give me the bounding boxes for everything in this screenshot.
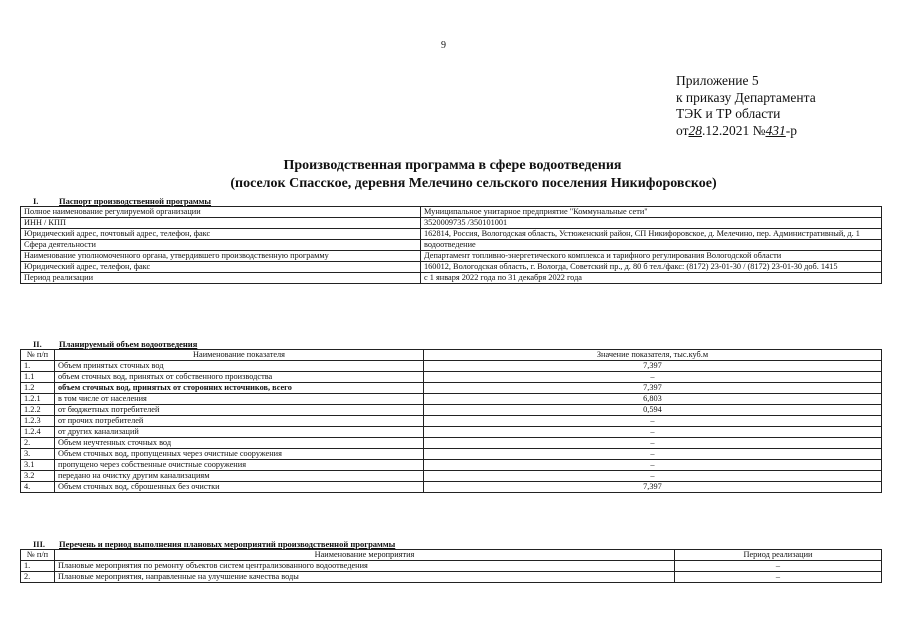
table-row	[21, 229, 882, 240]
row-num: 1.	[21, 361, 55, 372]
passport-label: ИНН / КПП	[21, 218, 421, 229]
passport-label: Юридический адрес, телефон, факс	[21, 262, 421, 273]
section-2-number: II.	[33, 339, 42, 349]
row-value: 7,397	[424, 361, 882, 372]
row-value: –	[424, 460, 882, 471]
appendix-line-2: к приказу Департамента	[676, 89, 816, 105]
row-value: –	[424, 438, 882, 449]
volume-table	[20, 349, 882, 493]
passport-value: водоотведение	[421, 240, 882, 251]
table-row	[21, 416, 882, 427]
row-num: 1.1	[21, 372, 55, 383]
volume-table-body	[21, 361, 882, 493]
section-2-title: Планируемый объем водоотведения	[59, 339, 198, 349]
passport-value: 3520009735 /350101001	[421, 218, 882, 229]
passport-value: 162814, Россия, Вологодская область, Устюженский район, СП Никифоровское, д. Мелечино, пер. Административный, д. 1	[421, 229, 882, 240]
row-value: –	[424, 372, 882, 383]
row-value: –	[424, 449, 882, 460]
table-row	[21, 361, 882, 372]
table-header-row	[21, 550, 882, 561]
appendix-line-3: ТЭК и ТР области	[676, 106, 781, 121]
section-3-number: III.	[33, 539, 46, 549]
passport-value: Муниципальное унитарное предприятие "Коммунальные сети"	[421, 207, 882, 218]
row-num: 1.2.4	[21, 427, 55, 438]
section-3-title: Перечень и период выполнения плановых мероприятий производственной программы	[59, 539, 396, 549]
section-3-heading	[33, 539, 395, 549]
row-num: 4.	[21, 482, 55, 493]
row-name: объем сточных вод, принятых от сторонних источников, всего	[55, 383, 424, 394]
row-num: 1.2.2	[21, 405, 55, 416]
row-name: Объем сточных вод, пропущенных через очистные сооружения	[55, 449, 424, 460]
row-num: 1.2	[21, 383, 55, 394]
row-name: от бюджетных потребителей	[55, 405, 424, 416]
measure-period: –	[675, 561, 882, 572]
row-name: Объем неучтенных сточных вод	[55, 438, 424, 449]
row-value: 0,594	[424, 405, 882, 416]
appendix-line-1: Приложение 5	[676, 73, 759, 88]
table-row	[21, 262, 882, 273]
table-row	[21, 251, 882, 262]
table-row	[21, 207, 882, 218]
passport-label: Наименование уполномоченного органа, утвердившего производственную программу	[21, 251, 421, 262]
handwritten-day: 28	[688, 122, 702, 138]
row-num: 1.2.1	[21, 394, 55, 405]
measures-table	[20, 549, 882, 583]
section-1-heading	[33, 196, 211, 206]
row-name: от других канализаций	[55, 427, 424, 438]
passport-value: Департамент топливно-энергетического комплекса и тарифного регулирования Вологодской области	[421, 251, 882, 262]
measure-name: Плановые мероприятия, направленные на улучшение качества воды	[55, 572, 675, 583]
row-name: Объем принятых сточных вод	[55, 361, 424, 372]
measure-period: –	[675, 572, 882, 583]
row-value: 7,397	[424, 383, 882, 394]
row-name: пропущено через собственные очистные сооружения	[55, 460, 424, 471]
table-row	[21, 372, 882, 383]
table-row	[21, 273, 882, 284]
page-number: 9	[441, 40, 446, 51]
table-row	[21, 482, 882, 493]
passport-label: Полное наименование регулируемой организации	[21, 207, 421, 218]
row-value: –	[424, 427, 882, 438]
table-row	[21, 240, 882, 251]
passport-value: с 1 января 2022 года по 31 декабря 2022 года	[421, 273, 882, 284]
table-row	[21, 471, 882, 482]
passport-table	[20, 206, 882, 284]
passport-label: Юридический адрес, почтовый адрес, телефон, факс	[21, 229, 421, 240]
col-header-name: Наименование показателя	[55, 350, 424, 361]
appendix-date-prefix: от	[676, 122, 689, 138]
measure-name: Плановые мероприятия по ремонту объектов систем централизованного водоотведения	[55, 561, 675, 572]
appendix-date-suffix: -р	[785, 122, 797, 138]
handwritten-order-number: 431	[765, 122, 786, 138]
appendix-block	[676, 73, 816, 139]
table-row	[21, 572, 882, 583]
row-num: 2.	[21, 438, 55, 449]
section-1-number: I.	[33, 196, 39, 206]
row-num: 3.1	[21, 460, 55, 471]
table-row	[21, 460, 882, 471]
row-name: передано на очистку другим канализациям	[55, 471, 424, 482]
row-name: Объем сточных вод, сброшенных без очистки	[55, 482, 424, 493]
col-header-value: Значение показателя, тыс.куб.м	[424, 350, 882, 361]
table-row	[21, 405, 882, 416]
row-value: 6,803	[424, 394, 882, 405]
row-num: 3.2	[21, 471, 55, 482]
section-2-heading	[33, 339, 197, 349]
col-header-period: Период реализации	[675, 550, 882, 561]
passport-label: Сфера деятельности	[21, 240, 421, 251]
row-name: от прочих потребителей	[55, 416, 424, 427]
table-row	[21, 438, 882, 449]
col-header-num: № п/п	[21, 550, 55, 561]
title-line-2: (поселок Спасское, деревня Мелечино сельского поселения Никифоровское)	[230, 176, 717, 191]
document-title	[0, 157, 905, 193]
measure-num: 1.	[21, 561, 55, 572]
table-row	[21, 394, 882, 405]
passport-label: Период реализации	[21, 273, 421, 284]
row-value: –	[424, 471, 882, 482]
col-header-num: № п/п	[21, 350, 55, 361]
section-1-title: Паспорт производственной программы	[59, 196, 212, 206]
table-row	[21, 561, 882, 572]
appendix-date-mid: .12.2021 №	[701, 122, 766, 138]
measure-num: 2.	[21, 572, 55, 583]
appendix-line-4	[676, 123, 816, 140]
col-header-measure: Наименование мероприятия	[55, 550, 675, 561]
table-row	[21, 383, 882, 394]
table-row	[21, 427, 882, 438]
title-line-1: Производственная программа в сфере водоотведения	[283, 158, 622, 173]
table-row	[21, 218, 882, 229]
row-name: объем сточных вод, принятых от собственного производства	[55, 372, 424, 383]
row-value: –	[424, 416, 882, 427]
passport-value: 160012, Вологодская область, г. Вологда, Советский пр., д. 80 б тел./факс: (8172) 23-01-30 / (8172) 23-01-30 доб. 1415	[421, 262, 882, 273]
row-num: 1.2.3	[21, 416, 55, 427]
table-row	[21, 449, 882, 460]
row-num: 3.	[21, 449, 55, 460]
row-name: в том числе от населения	[55, 394, 424, 405]
row-value: 7,397	[424, 482, 882, 493]
table-header-row	[21, 350, 882, 361]
